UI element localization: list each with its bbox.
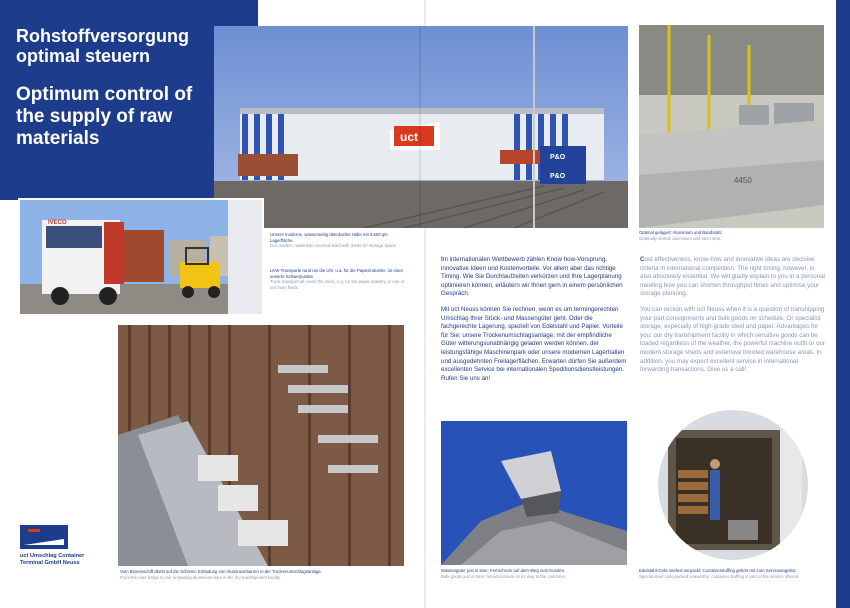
body-de-para-2: Mit uct Neuss können Sie rechnen, wenn es um termingerechten Umschlag Ihrer Stück- und Massengüter geht. Oder die fachgerechte Lagerung, speziell von Edelstahl und Papier. Vorteile für Sie: unsere Trockenumschlagsanlage, mit der empfindliche Güter witterungsunabhängig geladen werden können, der leistungsfähige Maschinenpark oder unsere modernen Lagerhallen und ausgedehnten Freilagerflächen. Erwarten dürfen Sie außerdem excellenten Service bei internationalen Speditionsdienstleistungen. Rufen Sie uns an! [441,305,627,382]
title-english: Optimum control of the supply of raw materials [16,84,193,149]
photo-warehouse-interior [639,25,824,228]
container-logo-2: P&O [550,173,566,180]
photo-truck-forklift [18,198,264,316]
caption-barge-de: Vom Binnenschiff direkt auf die Schiene: Entladung von Aluminiumbarren in der Trockenumschlagsanlage. [120,569,322,574]
dropcap-en: C [640,256,645,263]
body-text-german [441,256,627,390]
caption-hall-de: Unsere moderne, wasserseitig überdachte Halle mit 3.600 qm Lagerfläche. [270,232,388,243]
hall-logo: uct [400,130,418,144]
caption-truck-en: Truck transport all round the clock, e.g. for the paper industry, is one of our main fields. [270,279,405,290]
body-en-para-1: Cost effectiveness, know-how and innovative ideas are decisive criteria in international competition. The right timing, however, is also absolutely essential. We will gladly explain to you in a personal meeting how you can shorten throughput times and optimise your storage planning. [640,256,825,298]
caption-barge-en: From the river barge to rail: unloading aluminium bars in the dry transhipment facility. [120,574,281,580]
photo-warehouse-hall [214,26,628,228]
caption-warehouse [639,230,824,241]
slab-number: 4450 [734,176,752,185]
caption-hall [270,232,410,249]
caption-truck [270,268,410,290]
caption-container-en: Special steel coils packed seaworthy: container stuffing is part of the service offered. [639,573,800,579]
caption-bulk [441,568,627,579]
body-de-para-1: Im internationalen Wettbewerb zählen Know how-Vorsprung, innovative Ideen und Kostenvorteile. Vor allem aber das richtige Timing. Wie Sie Durchlaufzeiten verkürzen und Ihre Lagerplanung optimieren können, erläutern wir Ihnen gern in einem persönlichen Gespräch. [441,256,623,298]
company-logo [20,525,68,549]
company-name-line-1: uct Umschlag Container [20,553,85,559]
caption-hall-en: Our modern, waterside covered shed with 3,600 m² storage space. [270,243,398,249]
right-edge-band [836,0,850,608]
body-en-para-2: You can reckon with uct Neuss when it is a question of transhipping your part consignments and bulk goods on schedule. Or specialist storage, especially of high-grade steel and paper. Advantages for you: our dry transhipment facility in which sensitive goods can be loaded regardless of the weather, the powerful machine outfit or our modern storage sheds and extensive bonded warehouse areas. In addition, you may expect excellent service in international forwarding transactions. Give us a call! [640,305,826,374]
body-text-english [640,256,826,382]
photo-barge-unloading [118,325,404,566]
caption-container [639,568,829,579]
caption-container-de: Edelstahl-Coils seefest verpackt: Containerstuffing gehört mit zum Serviceangebot. [639,568,797,573]
caption-truck-de: LKW-Transporte rund um die Uhr, u.a. für die Papierindustrie, ist einer unserer Schwerpunkte. [270,268,404,279]
company-name [20,553,120,567]
caption-warehouse-en: Optimally stored: aluminium and steel strip. [639,235,722,241]
caption-warehouse-de: Optimal gelagert: Aluminium und Bandstahl. [639,230,723,235]
caption-bulk-de: Massengüter just in time: Ferrochrom auf dem Weg zum Kunden. [441,568,566,573]
photo-bulk-ferrochrome [441,421,627,565]
photo-container-stuffing [658,410,808,560]
truck-brand: IVECO [48,220,67,226]
title-german: Rohstoffversorgung optimal steuern [16,26,189,66]
container-logo-1: P&O [550,154,566,161]
company-name-line-2: Terminal GmbH Neuss [20,560,80,566]
caption-barge [120,569,404,580]
dropcap-de: I [441,256,443,263]
caption-bulk-en: Bulk goods just in time: ferrochromium on its way to the customer. [441,573,567,579]
